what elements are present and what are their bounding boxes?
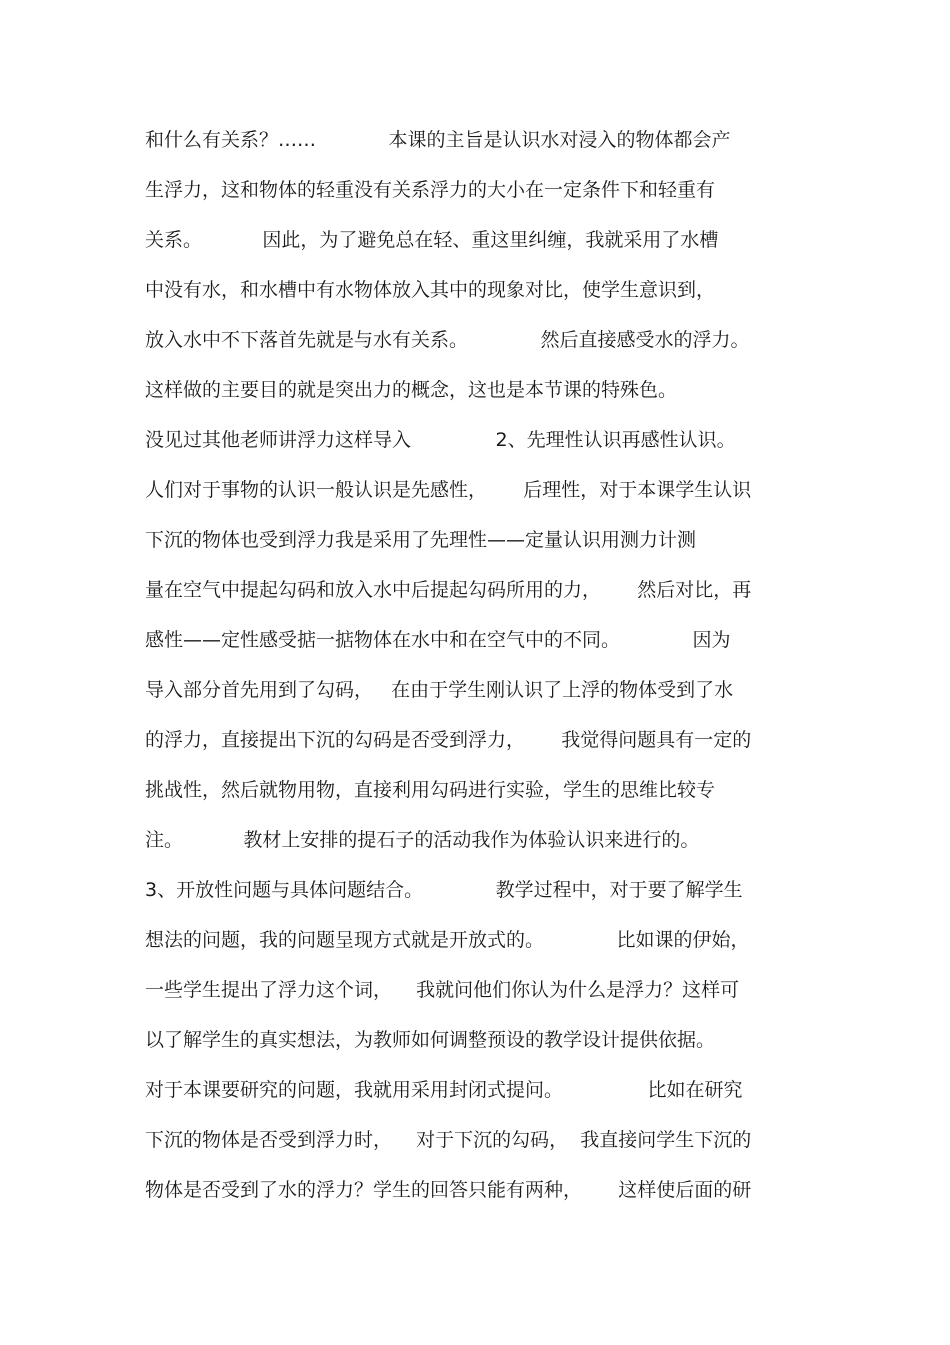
text-line: 想法的问题，我的问题呈现方式就是开放式的。 比如课的伊始， <box>145 929 750 951</box>
text-line: 一些学生提出了浮力这个词， 我就问他们你认为什么是浮力？这样可 <box>145 979 740 1001</box>
text-line: 3、开放性问题与具体问题结合。 教学过程中，对于要了解学生 <box>145 879 743 901</box>
text-line: 中没有水，和水槽中有水物体放入其中的现象对比，使学生意识到， <box>145 279 716 301</box>
text-line: 对于本课要研究的问题，我就用采用封闭式提问。 比如在研究 <box>145 1079 743 1101</box>
text-line: 挑战性，然后就物用物，直接利用勾码进行实验，学生的思维比较专 <box>145 779 716 801</box>
text-line: 的浮力，直接提出下沉的勾码是否受到浮力， 我觉得问题具有一定的 <box>145 729 752 751</box>
text-line: 下沉的物体是否受到浮力时， 对于下沉的勾码， 我直接问学生下沉的 <box>145 1129 752 1151</box>
text-line: 量在空气中提起勾码和放入水中后提起勾码所用的力， 然后对比，再 <box>145 579 752 601</box>
text-line: 注。 教材上安排的提石子的活动我作为体验认识来进行的。 <box>145 829 700 851</box>
text-line: 生浮力，这和物体的轻重没有关系浮力的大小在一定条件下和轻重有 <box>145 179 716 201</box>
text-line: 下沉的物体也受到浮力我是采用了先理性——定量认识用测力计测 <box>145 529 697 551</box>
text-line: 人们对于事物的认识一般认识是先感性， 后理性，对于本课学生认识 <box>145 479 752 501</box>
text-line: 没见过其他老师讲浮力这样导入 2、先理性认识再感性认识。 <box>145 429 736 451</box>
text-line: 感性——定性感受掂一掂物体在水中和在空气中的不同。 因为 <box>145 629 731 651</box>
text-line: 这样做的主要目的就是突出力的概念，这也是本节课的特殊色。 <box>145 379 678 401</box>
text-line: 以了解学生的真实想法，为教师如何调整预设的教学设计提供依据。 <box>145 1029 716 1051</box>
text-line: 导入部分首先用到了勾码， 在由于学生刚认识了上浮的物体受到了水 <box>145 679 734 701</box>
text-line: 放入水中不下落首先就是与水有关系。 然后直接感受水的浮力。 <box>145 329 750 351</box>
text-line: 物体是否受到了水的浮力？学生的回答只能有两种， 这样使后面的研 <box>145 1179 752 1201</box>
text-line: 关系。 因此，为了避免总在轻、重这里纠缠，我就采用了水槽 <box>145 229 719 251</box>
text-line: 和什么有关系？…… 本课的主旨是认识水对浸入的物体都会产 <box>145 129 731 151</box>
